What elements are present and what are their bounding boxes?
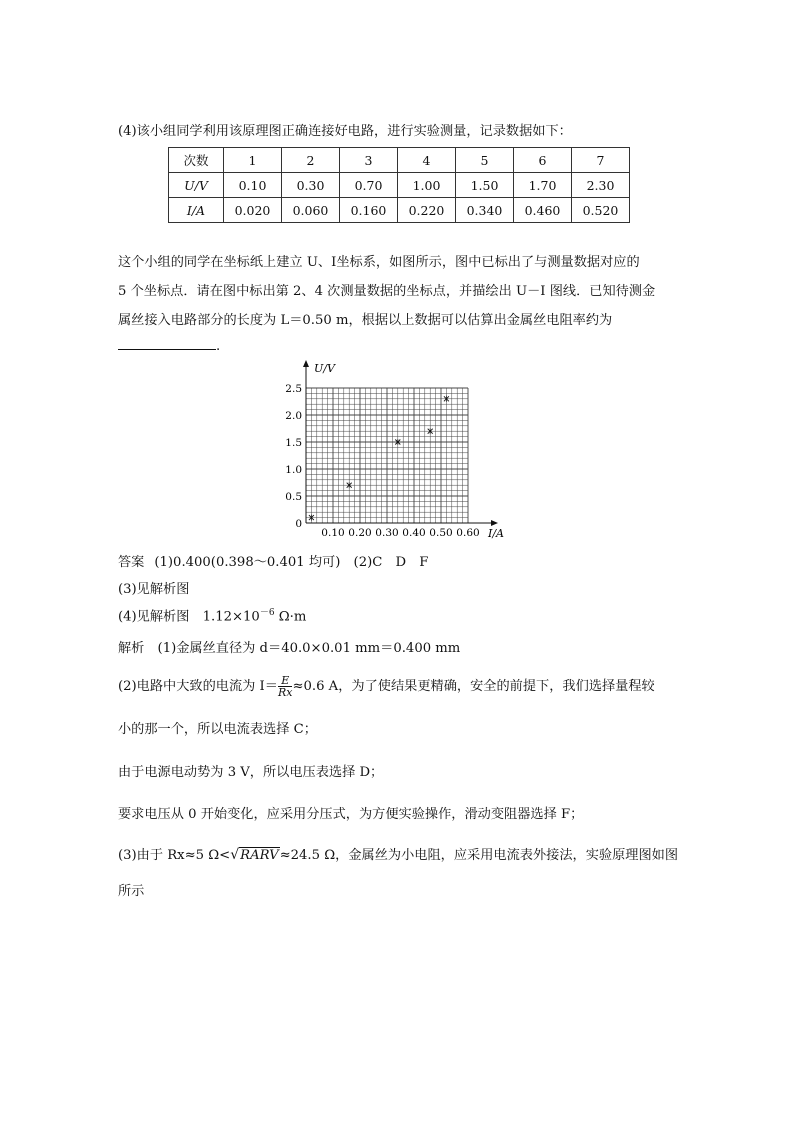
question-paragraph-line-3: 属丝接入电路部分的长度为 L＝0.50 m，根据以上数据可以估算出金属丝电阻率约为 xyxy=(118,313,613,328)
fraction-denominator: Rx xyxy=(277,686,293,699)
question-paragraph-line-2: 5 个坐标点．请在图中标出第 2、4 次测量数据的坐标点，并描绘出 U－I 图线．已知待测金 xyxy=(118,284,656,299)
x-tick-label: 0.50 xyxy=(429,527,453,539)
answer-line-2: (3)见解析图 xyxy=(118,582,190,597)
table-header-row xyxy=(169,148,630,173)
sqrt-sign: √ xyxy=(230,847,240,863)
table-cell: 1.50 xyxy=(456,173,514,198)
answer-line-1 xyxy=(118,551,428,570)
answer-resistivity: (4)见解析图 1.12×10 xyxy=(118,609,260,625)
y-axis-label: U/V xyxy=(314,362,335,375)
table-cell: 0.70 xyxy=(340,173,398,198)
analysis-line-7: 所示 xyxy=(118,884,145,899)
answer-unit: Ω·m xyxy=(274,609,307,625)
table-cell: 1.00 xyxy=(398,173,456,198)
fraction xyxy=(278,675,293,698)
data-table xyxy=(168,147,630,223)
y-tick-label: 1.5 xyxy=(285,437,302,449)
x-tick-label: 0.60 xyxy=(456,527,480,539)
analysis-line-5: 要求电压从 0 开始变化，应采用分压式，为方便实验操作，滑动变阻器选择 F； xyxy=(118,807,584,822)
table-header-cell: 1 xyxy=(224,148,282,173)
analysis-line-3: 小的那一个，所以电流表选择 C； xyxy=(118,722,317,737)
y-tick-label: 0.5 xyxy=(285,491,302,503)
answer-label: 答案 xyxy=(118,555,145,570)
x-tick-label: 0.30 xyxy=(375,527,399,539)
table-header-cell: 6 xyxy=(514,148,572,173)
y-axis-arrow xyxy=(303,360,309,367)
table-header-cell: 次数 xyxy=(169,148,224,173)
answer-line-3 xyxy=(118,605,306,624)
table-cell: 0.340 xyxy=(456,198,514,223)
table-cell: 1.70 xyxy=(514,173,572,198)
table-cell: 0.520 xyxy=(572,198,630,223)
chart-ticks xyxy=(285,383,479,539)
answer-blank-line xyxy=(118,337,220,354)
ui-chart xyxy=(282,358,522,542)
table-row-label: I/A xyxy=(169,198,224,223)
table-header-cell: 7 xyxy=(572,148,630,173)
y-tick-label: 2.5 xyxy=(285,383,302,395)
analysis-label: 解析 xyxy=(118,641,145,656)
x-tick-label: 0.10 xyxy=(321,527,345,539)
answer-exponent: －6 xyxy=(259,608,275,618)
analysis-text: (3)由于 Rx≈5 Ω< xyxy=(118,848,231,863)
table-cell: 0.30 xyxy=(282,173,340,198)
x-tick-label: 0.20 xyxy=(348,527,372,539)
chart-axes xyxy=(303,360,498,526)
analysis-text: ≈0.6 A，为了使结果更精确，安全的前提下，我们选择量程较 xyxy=(292,679,655,694)
table-cell: 2.30 xyxy=(572,173,630,198)
table-row-voltage xyxy=(169,173,630,198)
table-header-cell: 5 xyxy=(456,148,514,173)
table-header-cell: 2 xyxy=(282,148,340,173)
table-row-current xyxy=(169,198,630,223)
analysis-line-4: 由于电源电动势为 3 V，所以电压表选择 D； xyxy=(118,765,384,780)
answer-blank[interactable] xyxy=(118,337,216,350)
table-header-cell: 4 xyxy=(398,148,456,173)
x-axis-label: I/A xyxy=(488,527,504,540)
table-cell: 0.220 xyxy=(398,198,456,223)
fraction-numerator: E xyxy=(278,675,293,687)
answer-text: (1)0.400(0.398～0.401 均可) (2)C D F xyxy=(154,555,429,570)
table-cell: 0.060 xyxy=(282,198,340,223)
sqrt-radicand: RARV xyxy=(240,848,279,863)
table-cell: 0.020 xyxy=(224,198,282,223)
y-tick-label: 1.0 xyxy=(285,464,302,476)
period: . xyxy=(216,339,221,354)
analysis-line-2 xyxy=(118,675,655,698)
x-axis-arrow xyxy=(491,520,498,526)
table-header-cell: 3 xyxy=(340,148,398,173)
analysis-text: (2)电路中大致的电流为 I＝ xyxy=(118,679,278,694)
table-row-label: U/V xyxy=(169,173,224,198)
question-paragraph-line-1: 这个小组的同学在坐标纸上建立 U、I坐标系，如图所示，图中已标出了与测量数据对应的 xyxy=(118,255,640,270)
analysis-text: ≈24.5 Ω，金属丝为小电阻，应采用电流表外接法，实验原理图如图 xyxy=(279,848,679,863)
y-tick-label: 0 xyxy=(295,518,302,530)
question-4-intro: (4)该小组同学利用该原理图正确连接好电路，进行实验测量，记录数据如下： xyxy=(118,124,572,139)
x-tick-label: 0.40 xyxy=(402,527,426,539)
chart-grid xyxy=(306,388,468,523)
analysis-line-1 xyxy=(118,637,460,656)
table-cell: 0.10 xyxy=(224,173,282,198)
analysis-text: (1)金属丝直径为 d＝40.0×0.01 mm＝0.400 mm xyxy=(144,641,461,656)
y-tick-label: 2.0 xyxy=(285,410,302,422)
table-cell: 0.160 xyxy=(340,198,398,223)
analysis-line-6 xyxy=(118,844,678,863)
table-cell: 0.460 xyxy=(514,198,572,223)
